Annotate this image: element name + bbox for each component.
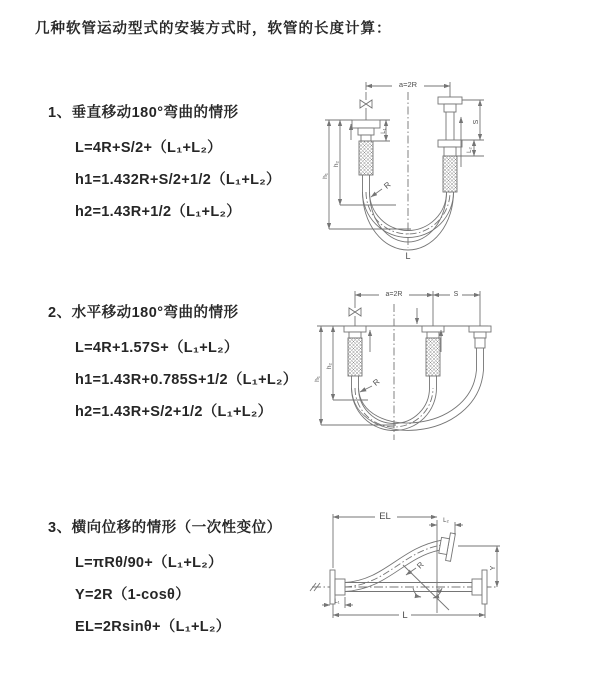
section-1-formulas (75, 132, 281, 228)
dim-label-l1: L₁ (334, 599, 340, 605)
diagram-vertical-180-bend (298, 72, 588, 262)
dim-label-r: R (415, 560, 426, 571)
dim-label-h2: h₂ (326, 362, 333, 370)
dim-label-theta: θ (437, 588, 441, 595)
dim-label-h2: h₂ (333, 160, 340, 168)
section-3-heading: 3、横向位移的情形（一次性变位） (48, 520, 282, 536)
diagram-horizontal-180-bend (308, 282, 593, 457)
formula-line: h2=1.43R+S/2+1/2（L₁+L₂） (75, 404, 273, 420)
dim-label-el: EL (379, 511, 391, 522)
formula-line: L=4R+S/2+（L₁+L₂） (75, 140, 222, 156)
dim-label-h1: h₁ (314, 376, 321, 382)
formula-line: L=4R+1.57S+（L₁+L₂） (75, 340, 239, 356)
formula-line: L=πRθ/90+（L₁+L₂） (75, 555, 223, 571)
formula-line: h1=1.43R+0.785S+1/2（L₁+L₂） (75, 372, 298, 388)
section-1 (48, 101, 281, 228)
formula-line: EL=2Rsinθ+（L₁+L₂） (75, 619, 231, 635)
braided-hose-section (348, 338, 362, 376)
section-3-formulas (75, 547, 282, 643)
dim-label-r: R (371, 377, 382, 388)
section-3 (48, 516, 282, 643)
dim-label-l: L (405, 251, 411, 261)
section-1-heading: 1、垂直移动180°弯曲的情形 (48, 105, 239, 121)
dim-label-s: S (473, 119, 480, 125)
dim-label-a2r: a=2R (398, 80, 418, 89)
dim-label-l2: L₂ (467, 147, 473, 153)
dim-label-s: S (453, 291, 459, 298)
section-2-heading: 2、水平移动180°弯曲的情形 (48, 305, 239, 321)
formula-line: h1=1.432R+S/2+1/2（L₁+L₂） (75, 172, 281, 188)
formula-line: h2=1.43R+1/2（L₁+L₂） (75, 204, 242, 220)
section-2-formulas (75, 332, 298, 428)
dim-label-l2: L₂ (443, 518, 449, 524)
section-2 (48, 301, 298, 428)
diagram-lateral-displacement (300, 492, 590, 657)
dim-label-l1: L₁ (381, 128, 387, 134)
dim-label-a2r: a=2R (385, 291, 403, 298)
dim-label-r: R (382, 180, 393, 191)
page-title: 几种软管运动型式的安装方式时，软管的长度计算： (35, 21, 392, 37)
valve-icon (349, 308, 361, 316)
braided-hose-section (359, 141, 373, 175)
valve-icon (360, 100, 372, 108)
formula-line: Y=2R（1-cosθ） (75, 587, 190, 603)
dim-label-h1: h₁ (322, 173, 329, 179)
braided-hose-section (426, 338, 440, 376)
braided-hose-section (443, 156, 457, 192)
dim-label-l: L (402, 610, 408, 621)
dim-label-y: Y (490, 565, 497, 571)
